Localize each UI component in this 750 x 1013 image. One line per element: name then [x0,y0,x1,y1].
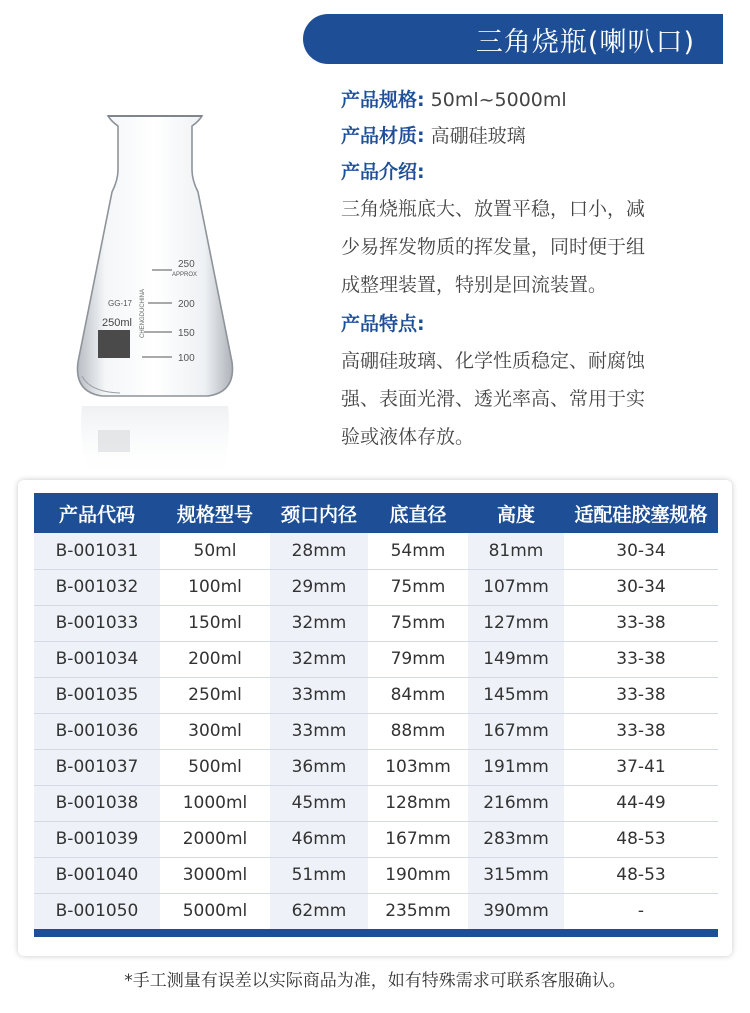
table-cell: 250ml [160,677,270,713]
table-cell: 29mm [270,569,368,605]
table-cell: 62mm [270,893,368,929]
spec-value: 50ml~5000ml [430,89,567,111]
table-cell: 191mm [468,749,564,785]
table-cell: 235mm [368,893,468,929]
table-cell: 107mm [468,569,564,605]
table-cell: 167mm [468,713,564,749]
table-cell: 5000ml [160,893,270,929]
column-header: 高度 [496,503,535,526]
table-row [34,893,718,929]
intro-line: 成整理装置，特别是回流装置。 [341,274,608,296]
table-cell: 36mm [270,749,368,785]
grad-mark: 100 [178,353,195,364]
table-cell: 390mm [468,893,564,929]
flask-illustration [60,100,250,490]
spec-row [341,82,721,118]
table-cell: 30-34 [564,533,718,569]
table-cell: B-001040 [34,857,160,893]
table-cell: 500ml [160,749,270,785]
table-cell: 128mm [368,785,468,821]
table-cell: 84mm [368,677,468,713]
table-cell: 200ml [160,641,270,677]
table-cell: B-001033 [34,605,160,641]
table-row [34,749,718,785]
table-cell: 127mm [468,605,564,641]
intro-paragraph [341,190,721,304]
table-cell: 216mm [468,785,564,821]
spec-table-card [18,480,732,956]
table-cell: 300ml [160,713,270,749]
table-row [34,605,718,641]
table-cell: 48-53 [564,857,718,893]
table-cell: 79mm [368,641,468,677]
features-paragraph [341,342,721,456]
table-cell: 28mm [270,533,368,569]
table-cell: B-001036 [34,713,160,749]
table-cell: 88mm [368,713,468,749]
table-cell: 149mm [468,641,564,677]
flask-image [60,100,250,490]
footnote: *手工测量有误差以实际商品为准，如有特殊需求可联系客服确认。 [124,971,626,991]
table-cell: 145mm [468,677,564,713]
features-label: 产品特点: [341,313,425,335]
column-header: 颈口内径 [280,503,357,526]
spec-label: 产品规格: [341,89,425,111]
table-cell: 44-49 [564,785,718,821]
intro-label: 产品介绍: [341,161,425,183]
capacity-text: 250ml [102,317,132,329]
features-heading-row [341,306,721,342]
table-row [34,785,718,821]
brand-text: CHENGDUCHINA [140,288,146,338]
table-cell: 33-38 [564,677,718,713]
table-cell: 167mm [368,821,468,857]
table-cell: B-001050 [34,893,160,929]
table-cell: 150ml [160,605,270,641]
grad-mark: 150 [178,328,195,339]
table-cell: 30-34 [564,569,718,605]
table-cell: 103mm [368,749,468,785]
label-patch [98,330,130,358]
table-row [34,713,718,749]
table-cell: 45mm [270,785,368,821]
table-cell: B-001037 [34,749,160,785]
table-cell: 81mm [468,533,564,569]
table-cell: 37-41 [564,749,718,785]
intro-line: 三角烧瓶底大、放置平稳，口小，减 [341,198,646,220]
grad-mark: 250 [178,259,195,270]
page-title: 三角烧瓶(喇叭口) [475,26,695,58]
table-cell: 46mm [270,821,368,857]
table-cell: B-001034 [34,641,160,677]
table-cell: 33-38 [564,641,718,677]
product-info [341,82,721,458]
features-line: 高硼硅玻璃、化学性质稳定、耐腐蚀 [341,350,646,372]
material-label: 产品材质: [341,125,425,147]
table-cell: 33-38 [564,713,718,749]
table-cell: B-001038 [34,785,160,821]
spec-table [34,493,718,930]
column-header: 适配硅胶塞规格 [574,503,708,526]
table-cell: 48-53 [564,821,718,857]
table-cell: 32mm [270,605,368,641]
table-cell: 1000ml [160,785,270,821]
table-cell: 3000ml [160,857,270,893]
table-cell: 190mm [368,857,468,893]
table-row [34,569,718,605]
table-cell: 315mm [468,857,564,893]
table-cell: 283mm [468,821,564,857]
table-cell: B-001039 [34,821,160,857]
table-cell: 75mm [368,605,468,641]
table-cell: 51mm [270,857,368,893]
table-cell: 33mm [270,713,368,749]
intro-line: 少易挥发物质的挥发量，同时便于组 [341,236,646,258]
table-row [34,821,718,857]
table-cell: 33mm [270,677,368,713]
material-row [341,118,721,154]
table-bottom-bar [34,929,718,937]
table-row [34,857,718,893]
table-cell: 50ml [160,533,270,569]
table-row [34,641,718,677]
table-cell: 33-38 [564,605,718,641]
table-row [34,677,718,713]
column-header: 规格型号 [176,503,253,526]
table-cell: 75mm [368,569,468,605]
table-cell: B-001032 [34,569,160,605]
table-cell: 2000ml [160,821,270,857]
column-header: 产品代码 [58,503,135,526]
grad-mark: 200 [178,299,195,310]
table-cell: 100ml [160,569,270,605]
title-banner [303,14,723,64]
table-cell: B-001031 [34,533,160,569]
features-line: 强、表面光滑、透光率高、常用于实 [341,388,646,410]
gg-text: GG-17 [108,299,133,308]
column-header: 底直径 [389,503,447,526]
features-line: 验或液体存放。 [341,426,475,448]
intro-heading-row [341,154,721,190]
material-value: 高硼硅玻璃 [430,125,526,147]
approx-text: APPROX [172,272,198,278]
table-row [34,533,718,569]
table-header-row [34,493,718,533]
table-cell: 32mm [270,641,368,677]
table-cell: 54mm [368,533,468,569]
table-cell: - [564,893,718,929]
table-cell: B-001035 [34,677,160,713]
